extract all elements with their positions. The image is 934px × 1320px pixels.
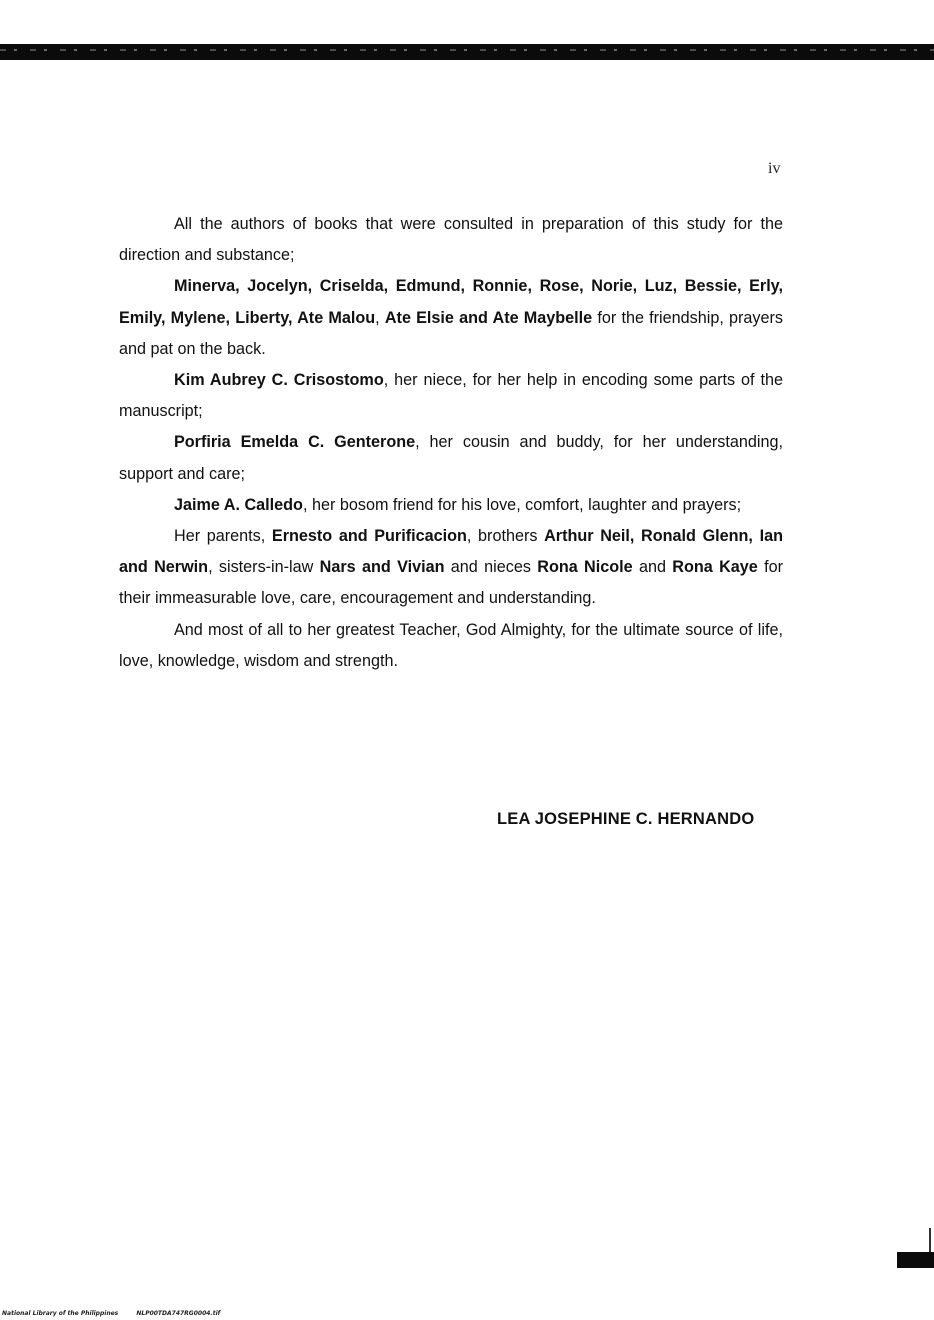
- footer-file-id: NLP00TDA747RG0004.tif: [136, 1310, 221, 1317]
- footer-library: National Library of the Philippines: [2, 1310, 119, 1317]
- bold-name-run: Minerva, Jocelyn, Criselda, Edmund, Ronnie, Rose, Norie, Luz, Bessie, Erly, Emily, Mylene, Liberty, Ate Malou: [119, 277, 783, 327]
- text-run: , her niece, for her help in encoding some parts of the manuscript;: [119, 371, 783, 421]
- text-run: ,: [375, 308, 385, 327]
- bold-name-run: Ate Elsie and Ate Maybelle: [384, 308, 593, 327]
- text-run: for their immeasurable love, care, encouragement and understanding.: [119, 558, 784, 608]
- paragraph-bosom-friend: [119, 490, 783, 521]
- bold-name-run: Rona Kaye: [672, 558, 758, 577]
- bold-name-run: Nars and Vivian: [319, 558, 445, 577]
- paragraph-niece: [119, 365, 783, 427]
- acknowledgment-body: [119, 209, 783, 677]
- paragraph-god: [119, 615, 783, 677]
- page-number: iv: [768, 160, 781, 177]
- scan-footer-stamp: [2, 1310, 236, 1317]
- paragraph-family: [119, 521, 783, 615]
- paragraph-cousin: [119, 427, 783, 489]
- paragraph-authors: [119, 209, 783, 271]
- author-signature: LEA JOSEPHINE C. HERNANDO: [497, 810, 755, 828]
- paragraph-friends: [119, 271, 783, 365]
- scan-border-top: [0, 44, 934, 60]
- scan-corner-mark: [897, 1252, 934, 1268]
- text-run: for the friendship, prayers and pat on the back.: [119, 308, 784, 358]
- bold-name-run: Ernesto and Purificacion: [271, 527, 467, 546]
- text-run: , sisters-in-law: [208, 558, 320, 577]
- scan-corner-tick: [929, 1228, 931, 1254]
- text-run: All the authors of books that were consulted in preparation of this study for the direction and substance;: [119, 215, 783, 265]
- text-run: , her bosom friend for his love, comfort, laughter and prayers;: [302, 495, 742, 514]
- text-run: And most of all to her greatest Teacher, God Almighty, for the ultimate source of life, love, knowledge, wisdom and strength.: [119, 620, 783, 670]
- text-run: Her parents,: [174, 527, 272, 546]
- text-run: , brothers: [466, 527, 545, 546]
- bold-name-run: Jaime A. Calledo: [174, 495, 303, 514]
- bold-name-run: Rona Nicole: [537, 558, 633, 577]
- text-run: , her cousin and buddy, for her understanding, support and care;: [119, 433, 784, 483]
- text-run: and: [632, 558, 673, 577]
- bold-name-run: Porfiria Emelda C. Genterone: [174, 433, 416, 452]
- bold-name-run: Arthur Neil, Ronald Glenn, Ian and Nerwin: [119, 527, 783, 577]
- text-run: and nieces: [444, 558, 538, 577]
- bold-name-run: Kim Aubrey C. Crisostomo: [174, 371, 384, 390]
